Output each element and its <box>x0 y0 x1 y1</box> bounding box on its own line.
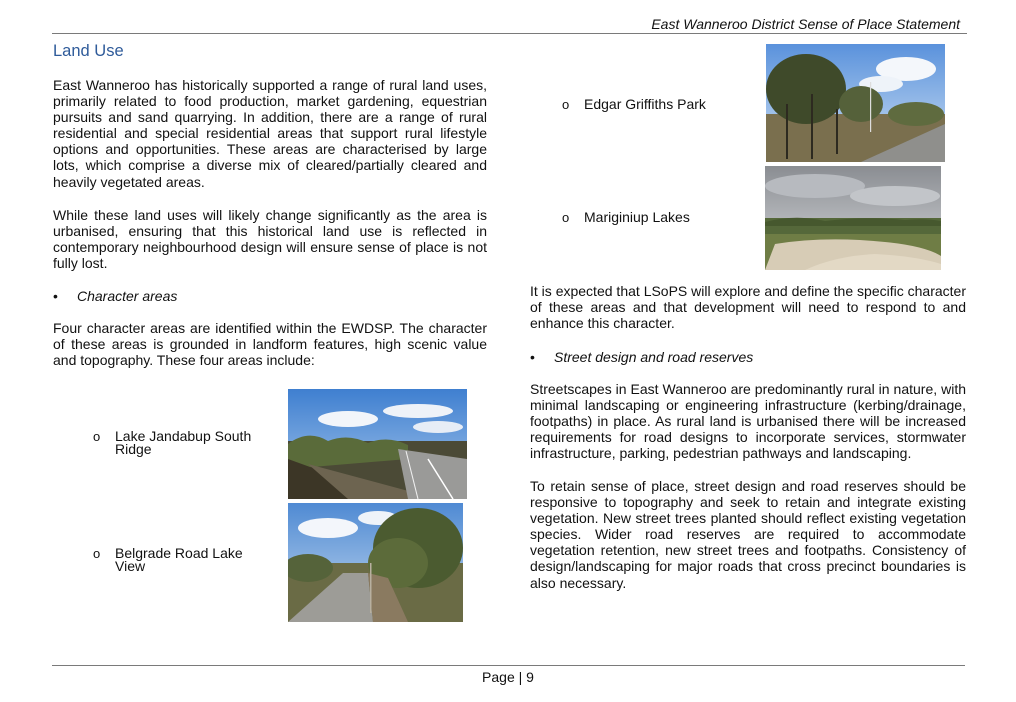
list-item-lake-jandabup <box>93 430 263 460</box>
header-divider <box>52 33 967 34</box>
list-item-edgar-griffiths <box>562 98 742 113</box>
photo-belgrade-road-lake-view <box>288 503 463 622</box>
bullet-label: Character areas <box>77 288 178 304</box>
document-header-title: East Wanneroo District Sense of Place Statement <box>651 16 960 32</box>
left-paragraph-1: East Wanneroo has historically supported a range of rural land uses, primarily related to food production, market gardening, equestrian pursuits and sand quarrying. In addition, there are a range of rural residential and special residential areas that support rural lifestyle options and opportunities. These areas are characterised by large lots, which comprise a diverse mix of cleared/partially cleared and heavily vegetated areas. <box>53 77 487 190</box>
photo-lake-jandabup-south-ridge <box>288 389 467 499</box>
bullet-character-areas <box>53 288 177 304</box>
list-item-mariginiup <box>562 211 742 226</box>
footer-divider <box>52 665 965 666</box>
right-paragraph-3: To retain sense of place, street design and road reserves should be responsive to topography and seek to retain and integrate existing vegetation. New street trees planted should reflect existing vegetation species. Wider road reserves are required to accommodate vegetation retention, new street trees and footpaths. Consistency of design/landscaping for major roads that cross precinct boundaries is also necessary. <box>530 478 966 591</box>
left-paragraph-3: Four character areas are identified within the EWDSP. The character of these areas is grounded in landform features, high scenic value and topography. These four areas include: <box>53 320 487 369</box>
photo-mariginiup-lakes <box>765 166 941 270</box>
sub-bullet-marker: o <box>93 429 101 444</box>
list-item-belgrade-road <box>93 547 263 577</box>
sub-bullet-marker: o <box>562 210 570 225</box>
list-item-label: Belgrade Road Lake View <box>115 545 243 574</box>
sub-bullet-marker: o <box>93 546 101 561</box>
page-number: Page | 9 <box>482 669 534 685</box>
list-item-label: Mariginiup Lakes <box>584 209 690 225</box>
left-paragraph-2: While these land uses will likely change significantly as the area is urbanised, ensuring that this historical land use is reflected in contemporary neighbourhood design will ensure sense of place is not fully lost. <box>53 207 487 272</box>
bullet-street-design <box>530 349 753 365</box>
bullet-marker: • <box>530 349 535 365</box>
right-paragraph-2: Streetscapes in East Wanneroo are predominantly rural in nature, with minimal landscaping or engineering infrastructure (kerbing/drainage, footpaths) in place. As rural land is urbanised there will be increased requirements for road designs to incorporate services, stormwater infrastructure, parking, pedestrian pathways and landscaping. <box>530 381 966 462</box>
photo-edgar-griffiths-park <box>766 44 945 162</box>
right-paragraph-1: It is expected that LSoPS will explore and define the specific character of these areas and that development will need to respond to and enhance this character. <box>530 283 966 332</box>
list-item-label: Edgar Griffiths Park <box>584 96 706 112</box>
bullet-marker: • <box>53 288 58 304</box>
sub-bullet-marker: o <box>562 97 570 112</box>
section-heading: Land Use <box>53 42 124 60</box>
bullet-label: Street design and road reserves <box>554 349 754 365</box>
list-item-label: Lake Jandabup South Ridge <box>115 428 252 457</box>
